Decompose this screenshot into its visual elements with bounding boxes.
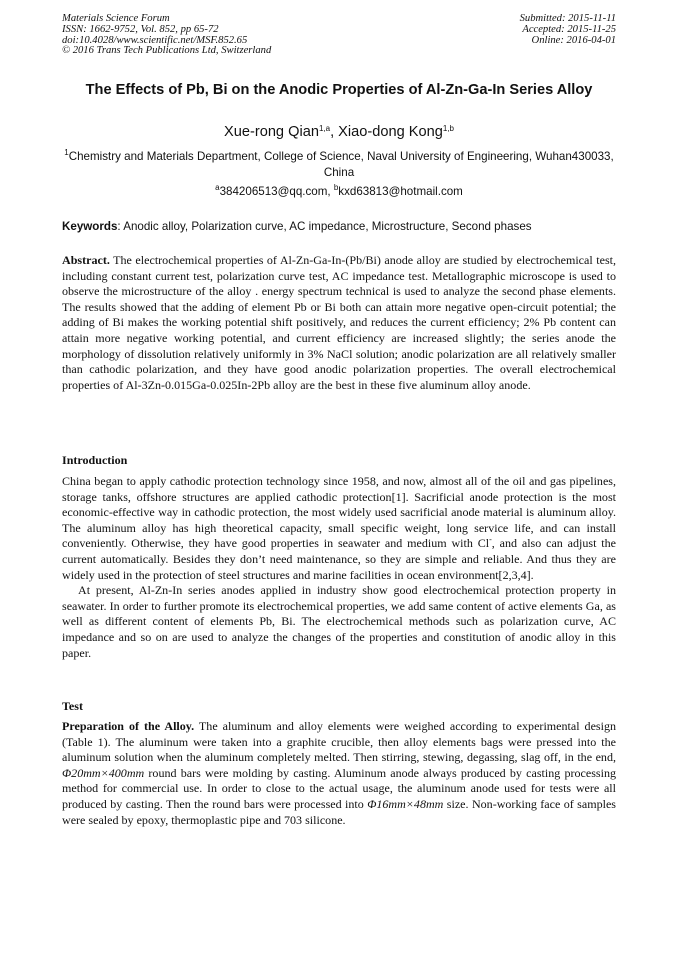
author-name: Xue-rong Qian [224,124,319,140]
paragraph [62,719,616,828]
paragraph-text: China began to apply cathodic protection technology since 1958, and now, almost all of the oil and gas pipelines, storage tanks, offshore structures are applied cathodic protection[1]. Sacrificial anode protection is the most economic-effective way in cathodic protection, the most widely used sacrificial anode material is aluminum alloy. The aluminum alloy has high theoretical capacity, small specific weight, long service life, and can install conveniently. Otherwise, they have good properties in seawater and medium with Cl [62,474,616,551]
affiliation [62,149,616,181]
paragraph [62,474,616,583]
author-separator: , [330,124,339,140]
paragraph-text: round bars were molding by casting. Aluminum anode always produced by casting processing method for commercial use. In order to close to the actual usage, the aluminum anode used for tests were all produced by casting. Then the round bars were processed into [62,765,616,811]
section-heading-test: Test [62,699,83,713]
author-name: Xiao-dong Kong [338,124,443,140]
author-list [62,122,616,142]
abstract-text: The electrochemical properties of Al-Zn-Ga-In-(Pb/Bi) anode alloy are studied by electrochemical test, including constant current test, polarization curve test, AC impedance test. Metallographic microscope is used to observe the microstructure of the alloy . energy spectrum technical is used to analyze the second phase elements. The results showed that the adding of element Pb or Bi both can attain more negative open-circuit potential; the adding of Bi makes the working potential shift positively, and reduces the current efficiency; 2% Pb content can attain more negative working potential, and current efficiency are increased slightly; the series anode the morphology of dissolution relatively uniformly in 3% NaCl solution; anodic polarization are all relatively smaller than cathodic polarization, and they have good anodic polarization properties. The overall electrochemical properties of Al-3Zn-0.015Ga-0.025In-2Pb alloy are the best in these five aluminum alloy anode. [62,253,616,392]
journal-info [62,14,271,57]
author-emails [62,184,616,200]
email-sup: a [215,183,220,192]
paragraph-text: , and also can adjust the current automatically. Besides they don’t need maintenance, so they are simple and reliable. And thus they are widely used in the protection of steel structures and marine facilities in ocean environment[2,3,4]. [62,536,616,582]
abstract-paragraph [62,253,616,393]
author-affiliation-sup: 1,a [318,124,331,133]
submission-dates [520,14,616,46]
superscript: - [489,535,492,545]
paper-title: The Effects of Pb, Bi on the Anodic Properties of Al-Zn-Ga-In Series Alloy [85,82,593,98]
subsection-label: Preparation of the Alloy. [62,719,195,733]
keywords-label: Keywords [62,220,118,233]
dimension-formula: Φ20mm×400mm [62,765,145,780]
journal-doi[interactable]: doi:10.4028/www.scientific.net/MSF.852.65 [62,34,248,46]
email-sup: b [333,183,339,192]
abstract [62,253,616,393]
dimension-formula: Φ16mm×48mm [367,796,444,811]
email-link[interactable]: 384206513@qq.com, [219,185,334,198]
journal-name: Materials Science Forum [62,13,170,24]
online-date: Online: 2016-04-01 [531,34,616,46]
paragraph-text: The aluminum and alloy elements were weighed according to experimental design (Table 1). The aluminum were taken into a graphite crucible, then alloy elements bags were pressed into the aluminum solution when the aluminum completely melted. Then stirring, stewing, degassing, slag off, in the end, [62,719,616,765]
test-section [62,719,616,828]
author-affiliation-sup: 1,b [442,124,454,133]
keywords-text: : Anodic alloy, Polarization curve, AC impedance, Microstructure, Second phases [117,220,532,233]
journal-copyright: © 2016 Trans Tech Publications Ltd, Switzerland [62,45,272,57]
affiliation-text: Chemistry and Materials Department, College of Science, Naval University of Engineering, Wuhan430033, China [68,150,614,179]
paragraph: At present, Al-Zn-In series anodes applied in industry show good electrochemical protection property in seawater. In order to further promote its electrochemical properties, we add same content of active elements Ga, as well as different content of elements Pb, Bi. The electrochemical methods such as polarization curve, AC impedance and so on are used to analyze the changes of the properties and constitution of anodic alloy in this paper. [62,583,616,660]
journal-issn: ISSN: 1662-9752, Vol. 852, pp 65-72 [62,23,219,35]
abstract-label: Abstract. [62,253,110,267]
submitted-date: Submitted: 2015-11-11 [519,13,616,24]
paragraph-text: size. Non-working face of samples were sealed by epoxy, thermoplastic pipe and 703 silicone. [62,796,616,827]
introduction-section [62,474,616,661]
keywords [62,219,616,235]
accepted-date: Accepted: 2015-11-25 [522,23,616,35]
section-heading-introduction: Introduction [62,453,128,467]
email-link[interactable]: kxd63813@hotmail.com [338,185,463,198]
affiliation-sup: 1 [64,148,69,157]
